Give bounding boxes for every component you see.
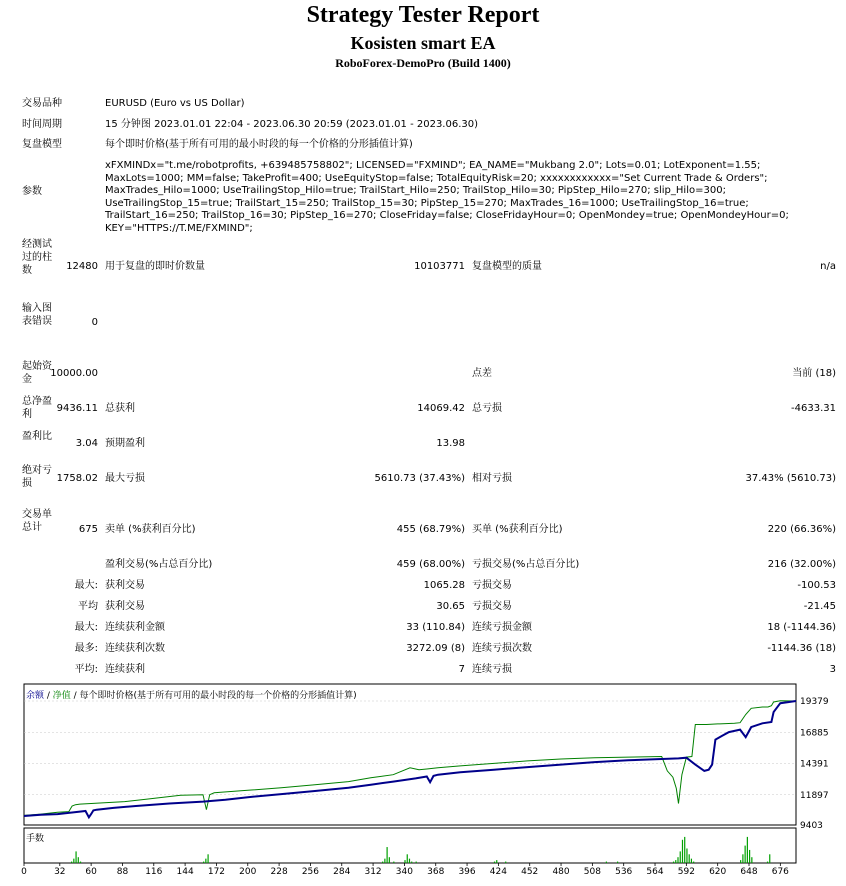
ticks-value: 10103771	[414, 261, 465, 272]
short-positions-value: 455 (68.79%)	[396, 524, 465, 535]
volume-bar	[496, 860, 497, 863]
model-value: 每个即时价格(基于所有可用的最小时段的每一个价格的分形插值计算)	[105, 139, 413, 150]
avg-consec-losses-value: 3	[829, 664, 836, 675]
volume-bar	[767, 862, 768, 863]
errors-label: 输入图表错误	[22, 303, 52, 327]
gross-profit-label: 总获利	[105, 403, 135, 414]
x-tick-label: 172	[207, 867, 226, 877]
volume-bar	[751, 857, 752, 863]
volume-bar	[745, 846, 746, 863]
short-positions-label: 卖单 (%获利百分比)	[105, 524, 196, 535]
legend-equity: 净值	[52, 691, 71, 701]
x-tick-label: 32	[54, 867, 66, 877]
average-prefix: 平均	[78, 601, 98, 612]
expected-payoff-label: 预期盈利	[105, 438, 145, 449]
loss-trades-label: 亏损交易(%占总百分比)	[472, 559, 580, 570]
report-server: RoboForex-DemoPro (Build 1400)	[335, 56, 511, 70]
volume-bar	[78, 857, 79, 863]
max-consec-losses-label: 连续亏损金额	[472, 622, 532, 633]
volume-bar	[769, 854, 770, 863]
largest-loss-label: 亏损交易	[472, 580, 512, 591]
symbol-value: EURUSD (Euro vs US Dollar)	[105, 98, 245, 109]
x-tick-label: 340	[395, 867, 413, 877]
net-profit-value: 9436.11	[56, 403, 98, 414]
profit-trades-label: 盈利交易(%占总百分比)	[105, 559, 213, 570]
maximal-prefix: 最多:	[74, 643, 98, 654]
x-tick-label: 564	[646, 867, 664, 877]
gross-loss-value: -4633.31	[791, 403, 836, 414]
max-prefix: 最大:	[74, 622, 98, 633]
rel-drawdown-label: 相对亏损	[472, 473, 512, 484]
x-tick-label: 284	[333, 867, 351, 877]
y-tick-label: 11897	[800, 790, 829, 801]
y-tick-label: 9403	[800, 821, 823, 831]
x-tick-label: 116	[145, 867, 163, 877]
volume-bar	[71, 862, 72, 863]
x-tick-label: 676	[771, 867, 789, 877]
params-value: xFXMINDx="t.me/robotprofits, +639485758802"; LICENSED="FXMIND"; EA_NAME="Mukbang 2.0"; Lots=0.01; LotExponent=1.55; MaxLots=1000; MM=false; TakeProfit=400; UseEquityStop=false; TotalEquityRisk=20; xxxxxxxxxxxx="Set Current Trade & Orders"; MaxTrades_Hilo=1000; UseTrailingStop_Hilo=true; TrailStart_Hilo=250; TrailStop_Hilo=30; PipStep_Hilo=270; slip_Hilo=300; UseTrailingStop_15=true; TrailStart_15=250; TrailStop_15=30; PipStep_15=270; MaxTrades_16=1000; UseTrailingStop_16=true; TrailStart_16=250; TrailStop_16=30; PipStep_16=270; CloseFriday=false; CloseFridayHour=0; OpenMondey=true; OpenMondeyHour=0; KEY="HTTPS://T.ME/FXMIND";	[105, 160, 789, 234]
spread-value: 当前 (18)	[792, 368, 836, 379]
abs-drawdown-value: 1758.02	[56, 473, 98, 484]
balance-equity-chart	[0, 682, 846, 882]
maximal-consec-loss-value: -1144.36 (18)	[767, 643, 836, 654]
max-drawdown-label: 最大亏损	[105, 473, 145, 484]
max-consec-losses-value: 18 (-1144.36)	[767, 622, 836, 633]
y-tick-label: 19379	[800, 697, 829, 707]
loss-trades-value: 216 (32.00%)	[767, 559, 836, 570]
symbol-label: 交易品种	[22, 98, 62, 109]
x-tick-label: 88	[116, 867, 129, 877]
volume-bar	[207, 854, 208, 863]
legend-model: / 每个即时价格(基于所有可用的最小时段的每一个价格的分形插值计算)	[70, 691, 357, 701]
maximal-consec-loss-label: 连续亏损次数	[472, 643, 532, 654]
ticks-label: 用于复盘的即时价数量	[105, 261, 205, 272]
volume-bar	[749, 850, 750, 863]
spread-label: 点差	[472, 368, 492, 379]
average-profit-label: 获利交易	[105, 601, 145, 612]
period-value: 15 分钟图 2023.01.01 22:04 - 2023.06.30 20:59 (2023.01.01 - 2023.06.30)	[105, 119, 479, 130]
volume-bar	[494, 862, 495, 863]
volume-bar	[673, 862, 674, 863]
rel-drawdown-value: 37.43% (5610.73)	[745, 473, 836, 484]
x-tick-label: 256	[301, 867, 320, 877]
profit-trades-value: 459 (68.00%)	[396, 559, 465, 570]
bars-label: 经测试过的柱数	[22, 239, 52, 276]
maximal-consec-profit-value: 3272.09 (8)	[406, 643, 465, 654]
legend-sep: /	[44, 691, 53, 701]
x-tick-label: 536	[615, 867, 633, 877]
average-loss-label: 亏损交易	[472, 601, 512, 612]
x-tick-label: 368	[427, 867, 445, 877]
chart-legend	[26, 688, 357, 701]
volume-bar	[387, 847, 388, 863]
gross-profit-value: 14069.42	[417, 403, 465, 414]
volume-bar	[740, 860, 741, 863]
long-positions-value: 220 (66.36%)	[767, 524, 836, 535]
model-label: 复盘模型	[22, 139, 62, 150]
volume-bar	[693, 862, 694, 863]
y-tick-label: 14391	[800, 759, 829, 770]
expected-payoff-value: 13.98	[436, 438, 465, 449]
x-tick-label: 452	[521, 867, 539, 877]
x-tick-label: 144	[176, 867, 194, 877]
volume-bar	[684, 837, 685, 863]
volume-bar	[689, 854, 690, 863]
volume-bar	[409, 859, 410, 863]
x-tick-label: 60	[85, 867, 97, 877]
average-profit-value: 30.65	[436, 601, 465, 612]
x-tick-label: 312	[364, 867, 382, 877]
largest-profit-value: 1065.28	[423, 580, 465, 591]
volume-bar	[682, 840, 683, 863]
avg-consec-losses-label: 连续亏损	[472, 664, 512, 675]
maximal-consec-profit-label: 连续获利次数	[105, 643, 165, 654]
largest-loss-value: -100.53	[797, 580, 836, 591]
x-tick-label: 508	[583, 867, 601, 877]
total-trades-value: 675	[78, 524, 98, 535]
x-tick-label: 0	[21, 867, 27, 877]
long-positions-label: 买单 (%获利百分比)	[472, 524, 563, 535]
chart-frame	[24, 684, 796, 825]
x-tick-label: 200	[239, 867, 257, 877]
x-tick-label: 480	[552, 867, 570, 877]
max-consec-wins-label: 连续获利金额	[105, 622, 165, 633]
volume-bar	[691, 859, 692, 863]
bars-value: 12480	[66, 261, 98, 272]
profit-factor-label: 盈利比	[22, 431, 52, 442]
volume-bar	[617, 862, 618, 863]
average-loss-value: -21.45	[803, 601, 836, 612]
profit-factor-value: 3.04	[75, 438, 98, 449]
x-tick-label: 396	[458, 867, 476, 877]
x-tick-label: 620	[709, 867, 727, 877]
volume-bar	[686, 849, 687, 864]
avg-consec-wins-value: 7	[458, 664, 465, 675]
y-tick-label: 16885	[800, 728, 829, 739]
x-tick-label: 592	[677, 867, 695, 877]
volume-bar	[404, 860, 405, 863]
volume-bar	[205, 859, 206, 863]
volume-bar	[747, 837, 748, 863]
volume-bar	[411, 862, 412, 863]
volume-bar	[203, 862, 204, 863]
total-trades-label: 交易单总计	[22, 509, 52, 533]
max-consec-wins-value: 33 (110.84)	[406, 622, 465, 633]
volume-bar	[675, 860, 676, 863]
deposit-value: 10000.00	[50, 368, 98, 379]
volume-bar	[416, 862, 417, 863]
volume-bar	[505, 862, 506, 863]
x-tick-label: 648	[740, 867, 758, 877]
report-title: Strategy Tester Report	[306, 2, 540, 28]
volume-bar	[80, 862, 81, 863]
volume-bar	[389, 857, 390, 863]
volume-bar	[606, 862, 607, 863]
volume-bar	[407, 854, 408, 863]
legend-balance: 余额	[26, 691, 45, 701]
errors-value: 0	[91, 317, 98, 328]
volume-bar	[382, 862, 383, 863]
volume-bar	[393, 862, 394, 863]
abs-drawdown-label: 绝对亏损	[22, 465, 52, 489]
volume-bar	[384, 859, 385, 863]
params-label: 参数	[22, 186, 42, 197]
largest-profit-label: 获利交易	[105, 580, 145, 591]
avg-consec-wins-label: 连续获利	[105, 664, 145, 675]
volume-bar	[75, 851, 76, 863]
avg-prefix: 平均:	[74, 664, 98, 675]
volume-label: 手数	[26, 834, 45, 844]
net-profit-label: 总净盈利	[22, 396, 52, 420]
volume-bar	[677, 857, 678, 863]
volume-bar	[73, 859, 74, 863]
quality-label: 复盘模型的质量	[472, 261, 542, 272]
x-tick-label: 424	[489, 867, 507, 877]
x-tick-label: 228	[270, 867, 288, 877]
volume-bar	[742, 854, 743, 863]
deposit-label: 起始资金	[22, 361, 52, 385]
report-subtitle: Kosisten smart EA	[350, 33, 496, 53]
volume-bar	[680, 851, 681, 863]
period-label: 时间周期	[22, 119, 62, 130]
max-drawdown-value: 5610.73 (37.43%)	[374, 473, 465, 484]
largest-prefix: 最大:	[74, 580, 98, 591]
gross-loss-label: 总亏损	[472, 403, 502, 414]
quality-value: n/a	[820, 261, 836, 272]
